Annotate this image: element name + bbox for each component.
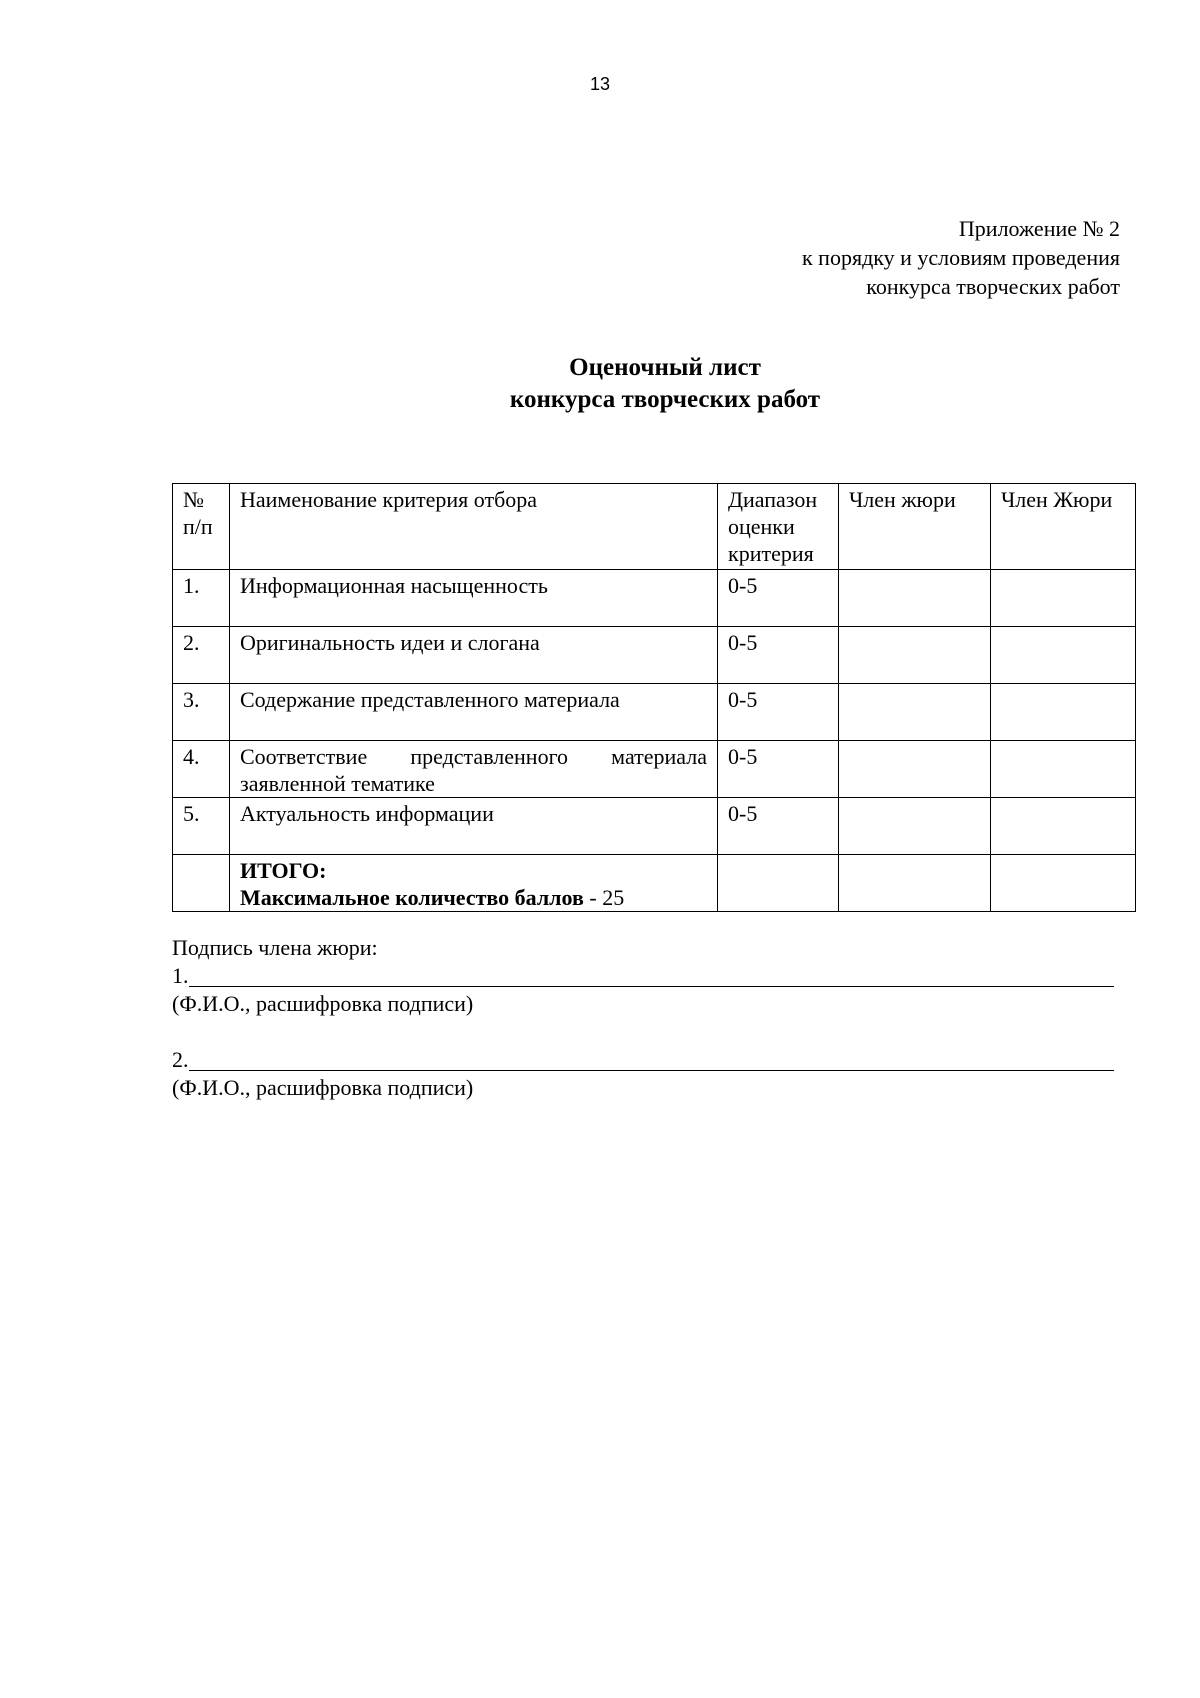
signature-heading: Подпись члена жюри: — [172, 935, 378, 960]
appendix-subtitle-line1: к порядку и условиям проведения — [801, 245, 1120, 270]
row-range: 0-5 — [718, 570, 839, 627]
score-cell-jury-1[interactable] — [839, 741, 991, 798]
row-criterion: Соответствие представленного материала заявленной тематике — [230, 741, 718, 798]
header-criterion: Наименование критерия отбора — [230, 484, 718, 570]
row-number: 4. — [173, 741, 230, 798]
row-criterion: Информационная насыщенность — [230, 570, 718, 627]
total-score-jury-2[interactable] — [991, 855, 1136, 912]
signature-caption: (Ф.И.О., расшифровка подписи) — [172, 991, 474, 1016]
max-score-separator: - — [583, 885, 603, 910]
table-row — [173, 570, 1136, 627]
evaluation-table — [172, 483, 1136, 912]
appendix-header — [802, 214, 1120, 301]
max-score-label: Максимальное количество баллов — [240, 885, 584, 910]
score-cell-jury-2[interactable] — [991, 570, 1136, 627]
row-range: 0-5 — [718, 627, 839, 684]
signature-line-1 — [172, 962, 1114, 990]
score-cell-jury-1[interactable] — [839, 798, 991, 855]
document-title-line2: конкурса творческих работ — [509, 386, 821, 413]
row-number: 1. — [173, 570, 230, 627]
total-score-jury-1[interactable] — [839, 855, 991, 912]
row-range: 0-5 — [718, 741, 839, 798]
table-row — [173, 741, 1136, 798]
header-jury-member-2: Член Жюри — [991, 484, 1136, 570]
document-title — [0, 352, 1200, 416]
max-score-value: 25 — [602, 885, 625, 910]
table-total-row — [173, 855, 1136, 912]
header-number: № п/п — [173, 484, 230, 570]
row-range: 0-5 — [718, 798, 839, 855]
total-criterion-cell — [230, 855, 718, 912]
appendix-subtitle-line2: конкурса творческих работ — [866, 274, 1120, 299]
row-range: 0-5 — [718, 684, 839, 741]
score-cell-jury-2[interactable] — [991, 627, 1136, 684]
signature-number: 1. — [172, 963, 189, 988]
signature-section — [172, 934, 1114, 1102]
table-row — [173, 684, 1136, 741]
total-label: ИТОГО: — [240, 858, 327, 883]
document-title-line1: Оценочный лист — [569, 354, 761, 381]
row-number: 2. — [173, 627, 230, 684]
spacer — [172, 1018, 1114, 1046]
score-cell-jury-2[interactable] — [991, 798, 1136, 855]
score-cell-jury-2[interactable] — [991, 741, 1136, 798]
signature-field[interactable] — [189, 1046, 1115, 1071]
score-cell-jury-2[interactable] — [991, 684, 1136, 741]
total-range-cell — [718, 855, 839, 912]
table-row — [173, 627, 1136, 684]
header-range: Диапазон оценки критерия — [718, 484, 839, 570]
row-criterion: Содержание представленного материала — [230, 684, 718, 741]
table-row — [173, 798, 1136, 855]
total-number-cell — [173, 855, 230, 912]
signature-caption: (Ф.И.О., расшифровка подписи) — [172, 1075, 474, 1100]
appendix-title: Приложение № 2 — [958, 216, 1120, 241]
signature-field[interactable] — [189, 962, 1115, 987]
row-number: 3. — [173, 684, 230, 741]
page-number: 13 — [589, 74, 611, 94]
score-cell-jury-1[interactable] — [839, 684, 991, 741]
table-header-row — [173, 484, 1136, 570]
max-score-line — [240, 884, 707, 911]
row-criterion: Оригинальность идеи и слогана — [230, 627, 718, 684]
signature-number: 2. — [172, 1047, 189, 1072]
row-criterion: Актуальность информации — [230, 798, 718, 855]
row-number: 5. — [173, 798, 230, 855]
score-cell-jury-1[interactable] — [839, 627, 991, 684]
signature-line-2 — [172, 1046, 1114, 1074]
score-cell-jury-1[interactable] — [839, 570, 991, 627]
header-jury-member-1: Член жюри — [839, 484, 991, 570]
